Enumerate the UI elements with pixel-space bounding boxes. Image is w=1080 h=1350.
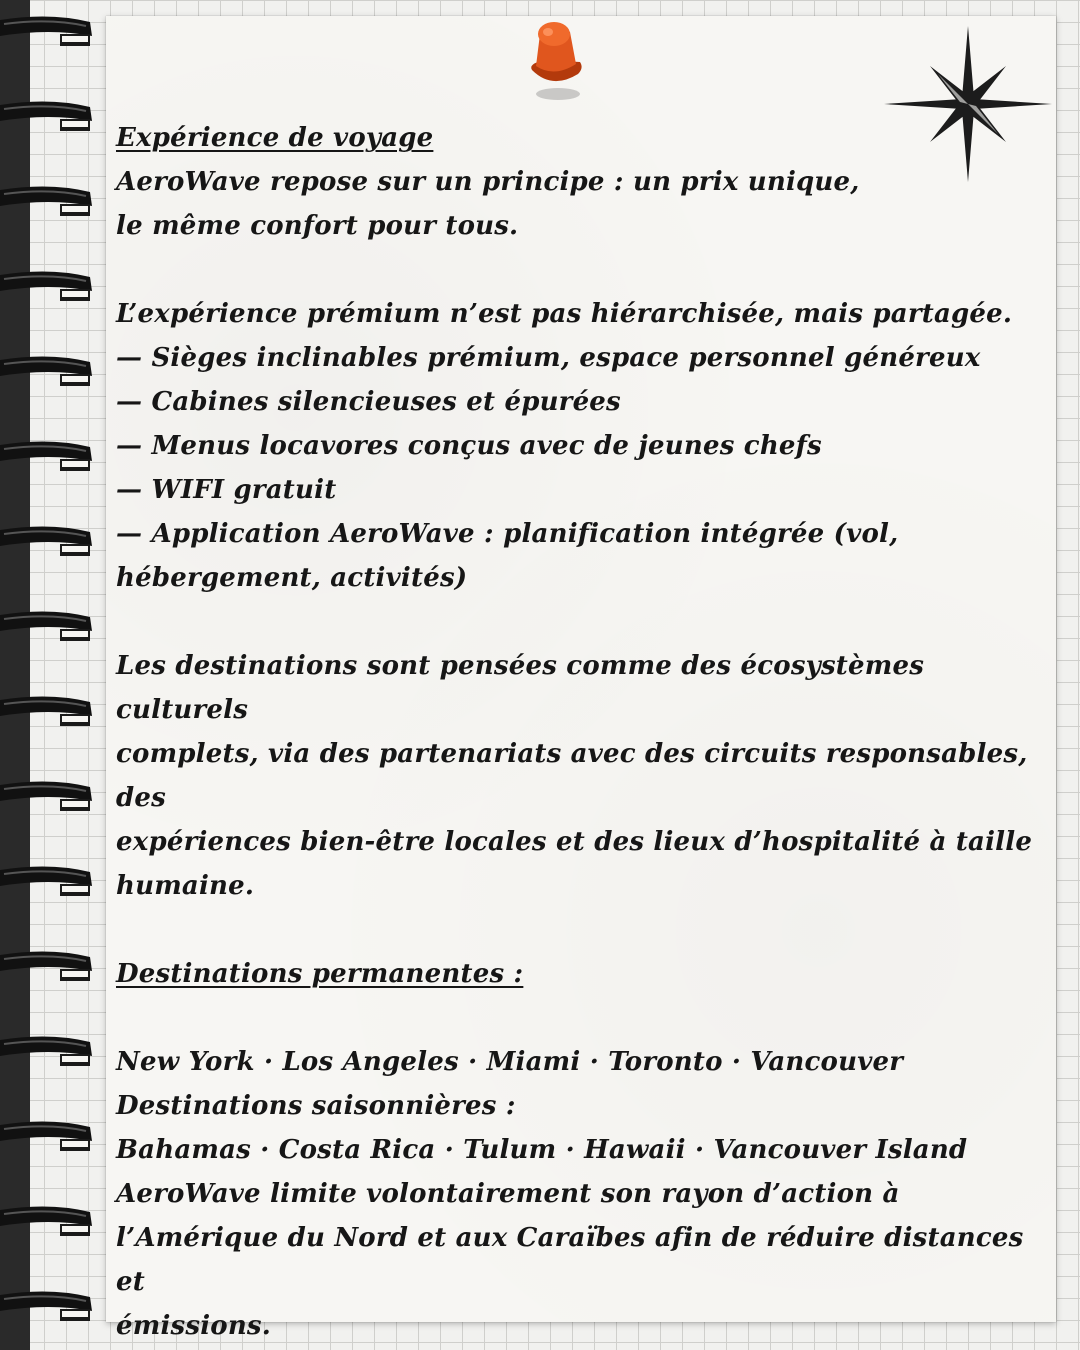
destinations-paragraph-line: expériences bien-être locales et des lieux d’hospitalité à taille: [116, 827, 1033, 857]
binding-ring: [0, 607, 96, 647]
binding-ring: [0, 1117, 96, 1157]
destinations-paragraph-line: complets, via des partenariats avec des circuits responsables, des: [116, 739, 1028, 813]
feature-list-item: — Sièges inclinables prémium, espace personnel généreux: [116, 343, 981, 373]
permanent-destinations-list: New York · Los Angeles · Miami · Toronto · Vancouver: [116, 1047, 904, 1077]
premium-statement: L’expérience prémium n’est pas hiérarchisée, mais partagée.: [116, 299, 1013, 329]
binding-ring: [0, 352, 96, 392]
binding-ring: [0, 182, 96, 222]
binding-ring: [0, 1202, 96, 1242]
feature-list-item: — Menus locavores conçus avec de jeunes chefs: [116, 431, 822, 461]
closing-line: AeroWave limite volontairement son rayon d’action à: [116, 1179, 900, 1209]
experience-heading: Expérience de voyage: [116, 123, 434, 153]
closing-line: émissions.: [116, 1311, 272, 1341]
binding-ring: [0, 267, 96, 307]
closing-line: l’Amérique du Nord et aux Caraïbes afin de réduire distances et: [116, 1223, 1024, 1297]
destinations-paragraph-line: Les destinations sont pensées comme des écosystèmes culturels: [116, 651, 925, 725]
permanent-destinations-heading: Destinations permanentes :: [116, 959, 524, 989]
binding-ring: [0, 777, 96, 817]
intro-line: le même confort pour tous.: [116, 211, 519, 241]
push-pin-icon: [514, 14, 594, 104]
feature-list-item: — Cabines silencieuses et épurées: [116, 387, 621, 417]
feature-list-item: — Application AeroWave : planification intégrée (vol,: [116, 519, 899, 549]
destinations-paragraph-line: humaine.: [116, 871, 255, 901]
binding-ring: [0, 437, 96, 477]
seasonal-destinations-list: Bahamas · Costa Rica · Tulum · Hawaii · Vancouver Island: [116, 1135, 968, 1165]
binding-ring: [0, 97, 96, 137]
feature-list-item: — WIFI gratuit: [116, 475, 337, 505]
binding-ring: [0, 522, 96, 562]
binding-ring: [0, 947, 96, 987]
intro-line: AeroWave repose sur un principe : un prix unique,: [116, 167, 860, 197]
binding-ring: [0, 862, 96, 902]
spiral-binding: [0, 0, 100, 1350]
note-content: [116, 116, 1056, 1348]
binding-ring: [0, 692, 96, 732]
binding-ring: [0, 1287, 96, 1327]
binding-ring: [0, 1032, 96, 1072]
seasonal-destinations-heading: Destinations saisonnières :: [116, 1091, 516, 1121]
feature-list-item: hébergement, activités): [116, 563, 468, 593]
binding-ring: [0, 12, 96, 52]
